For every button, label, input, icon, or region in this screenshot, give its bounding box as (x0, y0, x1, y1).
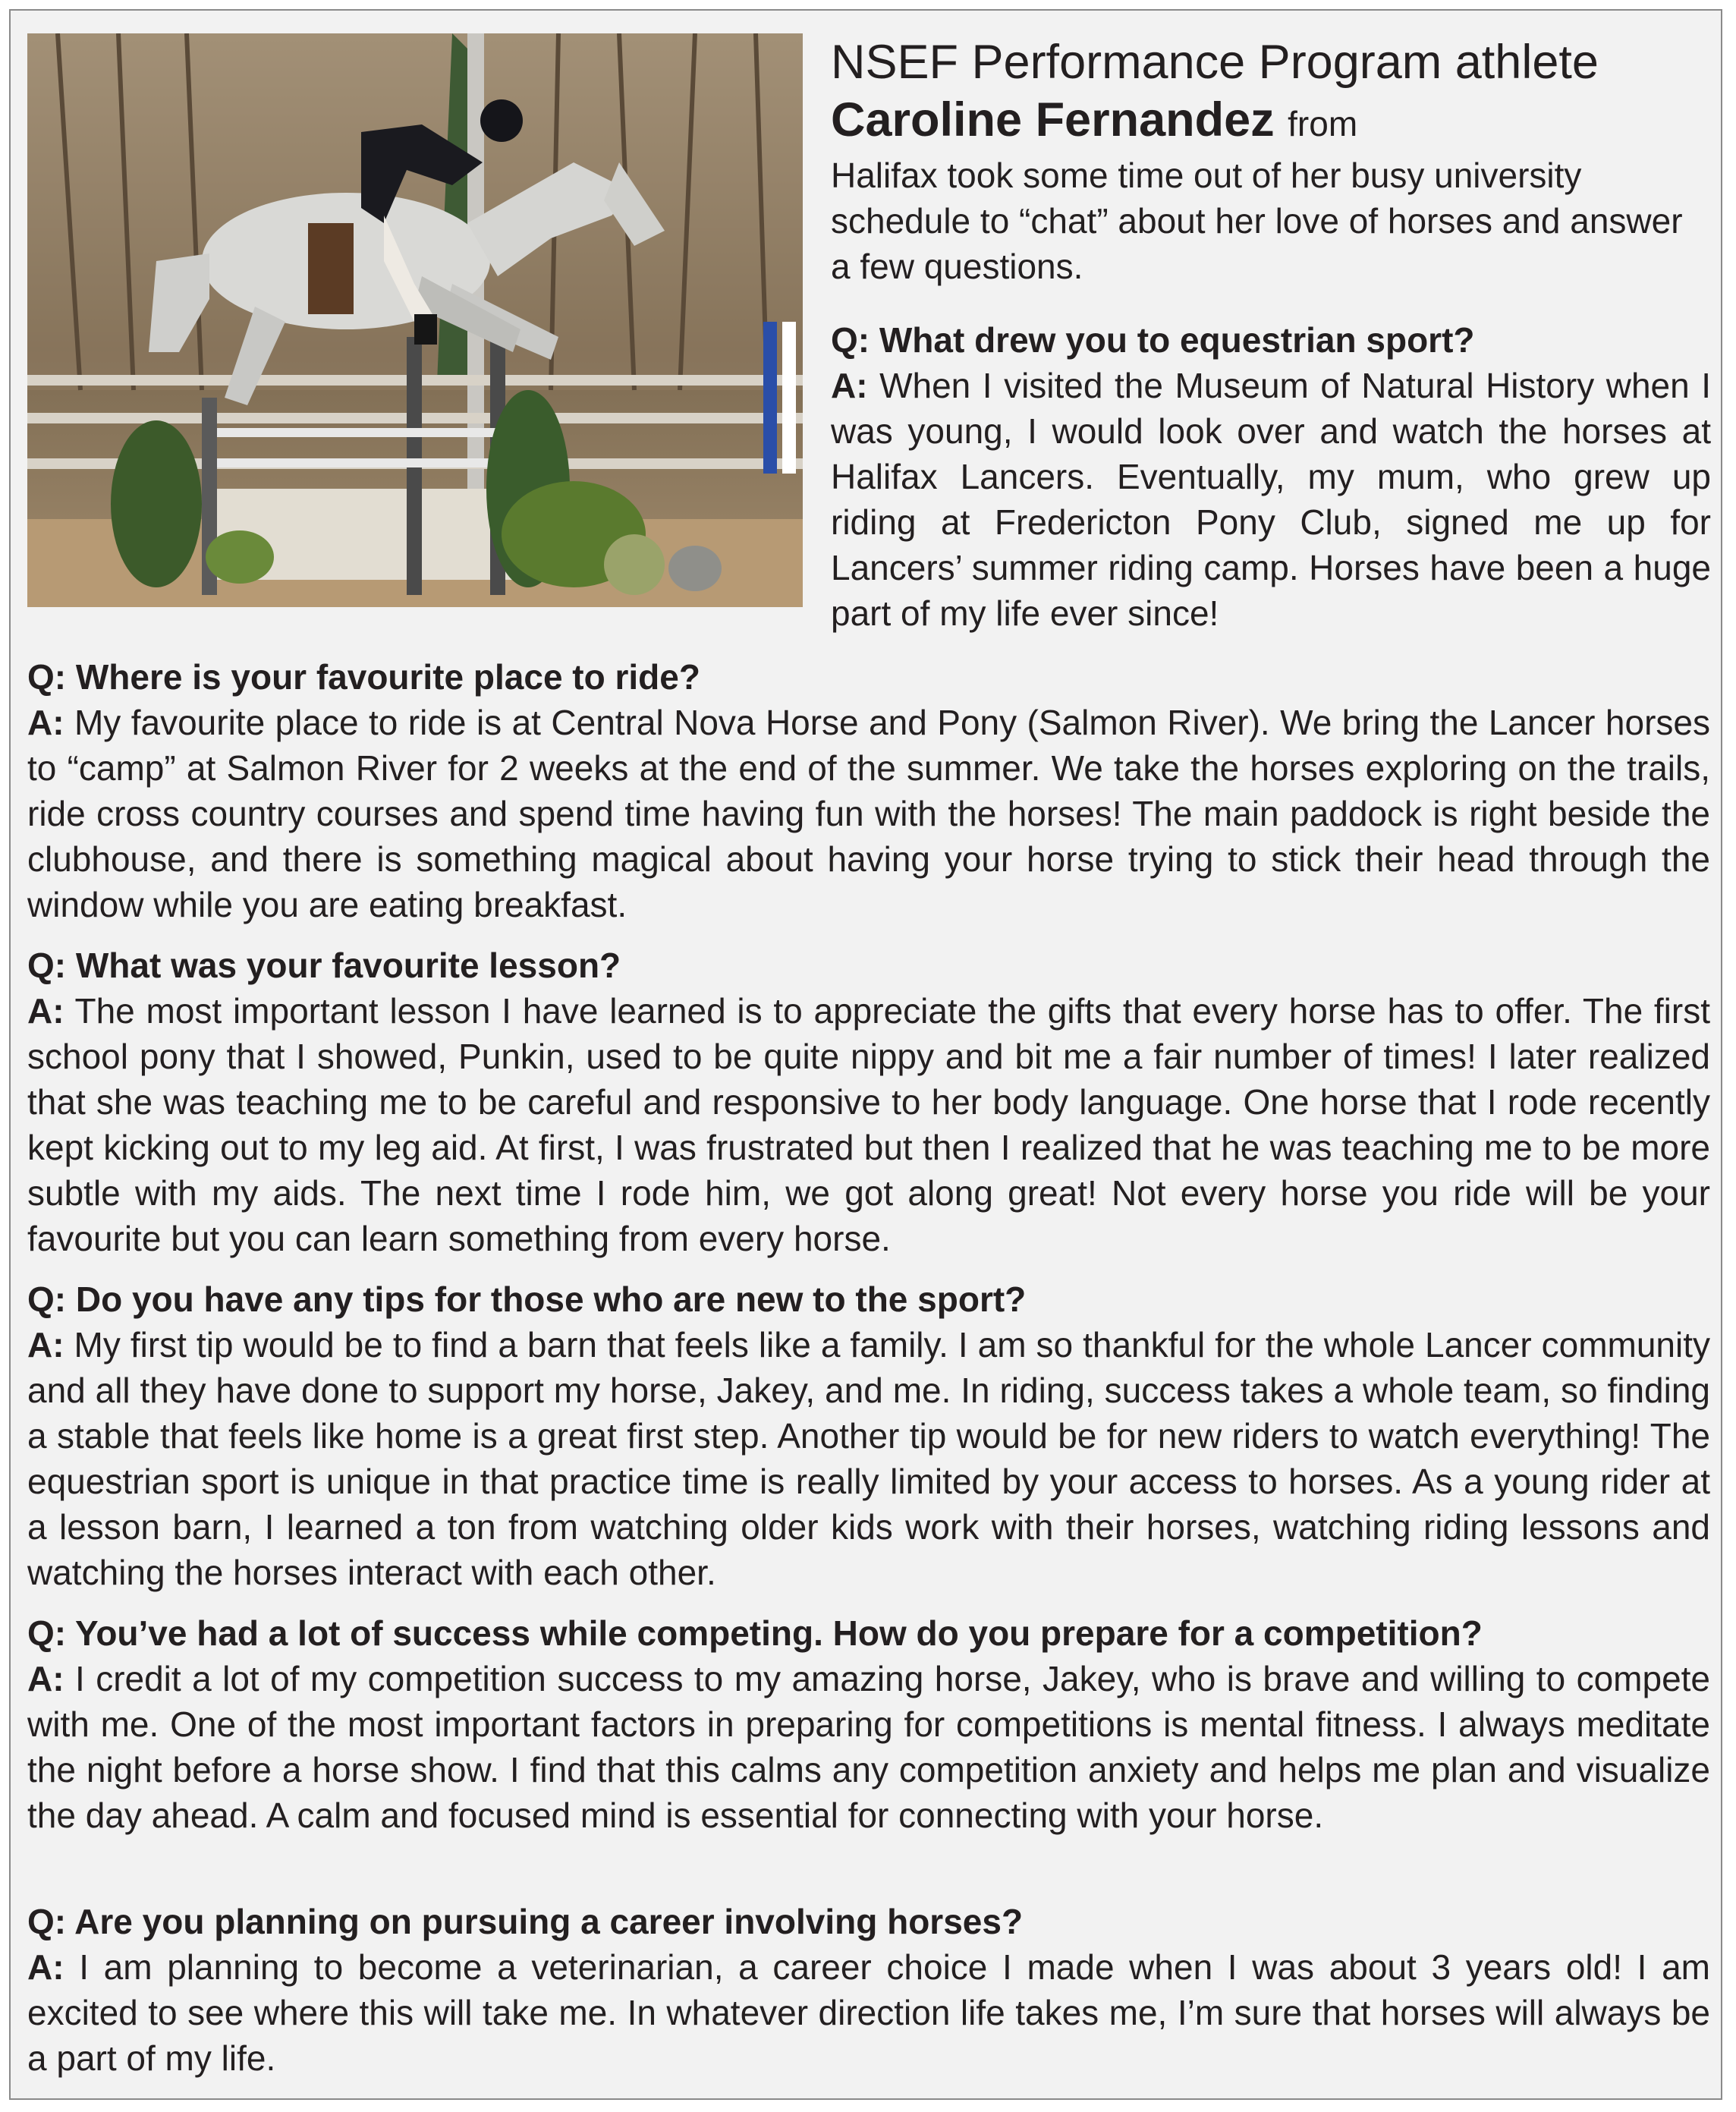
answer-text: My first tip would be to find a barn that feels like a family. I am so thankful for the whole Lancer community and all they have done to support my horse, Jakey, and me. In riding, success takes a whole team, so finding a stable that feels like home is a great first step. Another tip would be for new riders to watch everything! The equestrian sport is unique in that practice time is really limited by your access to horses. As a young rider at a lesson barn, I learned a ton from watching older kids work with their horses, watching riding lessons and watching the horses interact with each other. (27, 1325, 1711, 1592)
answer-prefix: A: (27, 1659, 64, 1698)
answer-prefix: A: (831, 366, 868, 405)
question: Q: You’ve had a lot of success while competing. How do you prepare for a competition? (27, 1613, 1483, 1653)
question: Q: Do you have any tips for those who are new to the sport? (27, 1279, 1027, 1319)
answer-prefix: A: (27, 703, 64, 742)
qa-item-5 (27, 1610, 1710, 1838)
answer (831, 363, 1711, 636)
question: Q: What was your favourite lesson? (27, 946, 621, 985)
qa-item-2 (27, 654, 1710, 927)
answer-prefix: A: (27, 1947, 64, 1987)
answer-prefix: A: (27, 991, 64, 1031)
answer (27, 988, 1710, 1261)
intro-from: from (1288, 104, 1358, 143)
answer-prefix: A: (27, 1325, 64, 1364)
question: Q: Where is your favourite place to ride? (27, 657, 700, 697)
answer (27, 1656, 1710, 1838)
qa-item-4 (27, 1276, 1710, 1595)
answer (27, 1944, 1710, 2081)
answer (27, 700, 1710, 927)
intro-line-prefix: NSEF Performance Program athlete (831, 36, 1599, 89)
photo-illustration (27, 33, 803, 607)
intro-heading (831, 33, 1711, 153)
intro-paragraph (831, 33, 1711, 289)
qa-item-6 (27, 1899, 1710, 2081)
answer-text: The most important lesson I have learned is to appreciate the gifts that every horse has to offer. The first school pony that I showed, Punkin, used to be quite nippy and bit me a fair number of times! I later realized that she was teaching me to be careful and responsive to her body language. One horse that I rode recently kept kicking out to my leg aid. At first, I was frustrated but then I realized that he was teaching me to be more subtle with my aids. The next time I rode him, we got along great! Not every horse you ride will be your favourite but you can learn something from every horse. (27, 991, 1711, 1258)
question: Q: What drew you to equestrian sport? (831, 320, 1475, 360)
answer (27, 1322, 1710, 1595)
answer-text: My favourite place to ride is at Central Nova Horse and Pony (Salmon River). We bring the Lancer horses to “camp” at Salmon River for 2 weeks at the end of the summer. We take the horses exploring on the trails, ride cross country courses and spend time having fun with the horses! The main paddock is right beside the clubhouse, and there is something magical about having your horse trying to stick their head through the window while you are eating breakfast. (27, 703, 1711, 924)
question: Q: Are you planning on pursuing a career involving horses? (27, 1902, 1024, 1941)
intro-rest: Halifax took some time out of her busy university schedule to “chat” about her love of horses and answer a few questions. (831, 156, 1683, 286)
qa-item-3 (27, 943, 1710, 1261)
equestrian-show-jumping-photo (27, 33, 803, 607)
answer-text: When I visited the Museum of Natural History when I was young, I would look over and watch the horses at Halifax Lancers. Eventually, my mum, who grew up riding at Fredericton Pony Club, signed me up for Lancers’ summer riding camp. Horses have been a huge part of my life ever since! (831, 366, 1711, 633)
answer-text: I am planning to become a veterinarian, a career choice I made when I was about 3 years old! I am excited to see where this will take me. In whatever direction life takes me, I’m sure that horses will always be a part of my life. (27, 1947, 1710, 2078)
qa-item-1 (831, 317, 1711, 636)
athlete-name: Caroline Fernandez (831, 93, 1275, 146)
answer-text: I credit a lot of my competition success to my amazing horse, Jakey, who is brave and willing to compete with me. One of the most important factors in preparing for competitions is mental fitness. I always meditate the night before a horse show. I find that this calms any competition anxiety and helps me plan and visualize the day ahead. A calm and focused mind is essential for connecting with your horse. (27, 1659, 1711, 1835)
